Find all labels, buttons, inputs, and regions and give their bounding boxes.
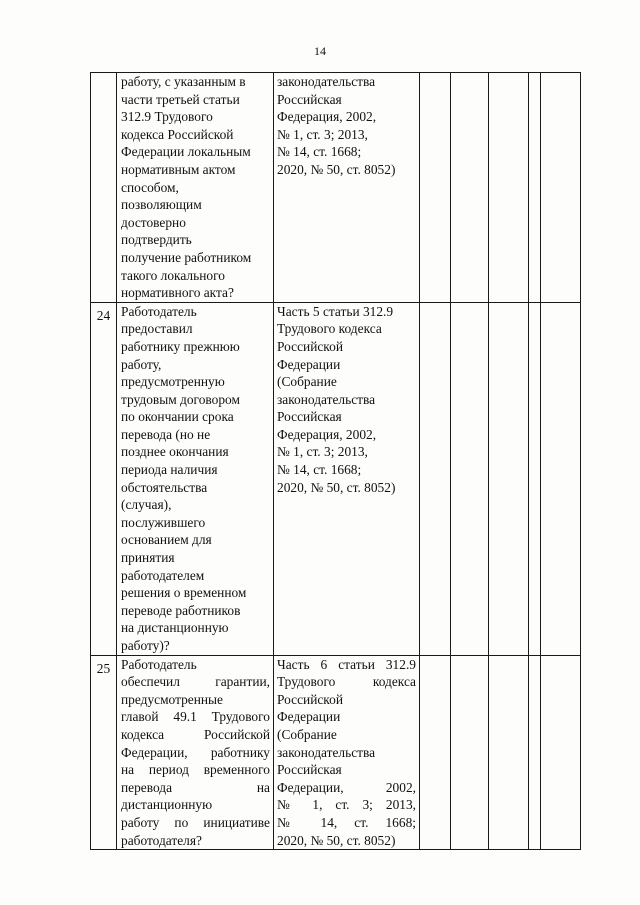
question-line: работу по инициативе bbox=[121, 814, 270, 830]
question-line: периода наличия bbox=[121, 462, 218, 478]
question-line: работнику прежнюю bbox=[121, 338, 240, 354]
source-line: Федерации bbox=[277, 709, 341, 725]
source-line: Трудового кодекса bbox=[277, 674, 416, 690]
note-cell bbox=[541, 655, 581, 850]
answer-no-cell bbox=[451, 73, 489, 303]
question-line: переводе работников bbox=[121, 602, 241, 618]
question-line: Федерации, работнику bbox=[121, 744, 270, 760]
question-line: подтвердить bbox=[121, 232, 192, 248]
source-line: № 1, ст. 3; 2013, bbox=[277, 797, 416, 813]
source-line: Российская bbox=[277, 91, 342, 107]
question-line: кодекса Российской bbox=[121, 726, 270, 742]
question-line: решения о временном bbox=[121, 585, 247, 601]
source-line: (Собрание bbox=[277, 374, 337, 390]
question-line: работу)? bbox=[121, 638, 170, 653]
question-line: позволяющим bbox=[121, 197, 202, 213]
question-line: способом, bbox=[121, 179, 179, 195]
question-line: нормативным актом bbox=[121, 161, 236, 177]
legal-source-cell bbox=[274, 655, 420, 850]
table-row bbox=[91, 302, 581, 655]
question-line: послужившего bbox=[121, 514, 206, 530]
question-line: такого локального bbox=[121, 267, 225, 283]
question-line: Работодатель bbox=[121, 303, 197, 319]
source-line: законодательства bbox=[277, 74, 376, 89]
question-line: главой 49.1 Трудового bbox=[121, 709, 270, 725]
question-line: обстоятельства bbox=[121, 479, 208, 495]
source-line: Российская bbox=[277, 409, 342, 425]
source-line: законодательства bbox=[277, 391, 376, 407]
page-number: 14 bbox=[314, 44, 326, 58]
question-line: предоставил bbox=[121, 321, 193, 337]
source-line: № 14, ст. 1668; bbox=[277, 814, 416, 830]
question-line: части третьей статьи bbox=[121, 91, 240, 107]
row-number: 25 bbox=[91, 655, 117, 850]
source-line: Федерация, 2002, bbox=[277, 426, 377, 442]
question-line: достоверно bbox=[121, 214, 186, 230]
question-line: Федерации локальным bbox=[121, 144, 251, 160]
answer-no-cell bbox=[451, 655, 489, 850]
table-row bbox=[91, 655, 581, 850]
question-line: предусмотренные bbox=[121, 691, 223, 707]
source-line: Федерация, 2002, bbox=[277, 109, 377, 125]
source-line: Часть 5 статьи 312.9 bbox=[277, 303, 394, 319]
note-cell bbox=[541, 73, 581, 303]
answer-na-cell bbox=[489, 73, 529, 303]
spacer-cell bbox=[529, 302, 541, 655]
table-row bbox=[91, 73, 581, 303]
question-line: обеспечил гарантии, bbox=[121, 674, 270, 690]
question-line: основанием для bbox=[121, 532, 212, 548]
question-cell bbox=[117, 73, 274, 303]
question-line: кодекса Российской bbox=[121, 126, 234, 142]
question-line: 312.9 Трудового bbox=[121, 109, 213, 125]
question-line: работу, с указанным в bbox=[121, 74, 246, 89]
legal-source-cell bbox=[274, 302, 420, 655]
question-line: принятия bbox=[121, 550, 175, 566]
source-line: № 1, ст. 3; 2013, bbox=[277, 444, 368, 460]
question-line: работу, bbox=[121, 356, 162, 372]
question-line: (случая), bbox=[121, 497, 172, 513]
source-line: 2020, № 50, ст. 8052) bbox=[277, 479, 396, 495]
note-cell bbox=[541, 302, 581, 655]
source-line: 2020, № 50, ст. 8052) bbox=[277, 161, 396, 177]
answer-yes-cell bbox=[420, 302, 451, 655]
question-line: предусмотренную bbox=[121, 374, 225, 390]
legal-source-cell bbox=[274, 73, 420, 303]
row-number: 24 bbox=[91, 302, 117, 655]
question-cell bbox=[117, 302, 274, 655]
source-line: 2020, № 50, ст. 8052) bbox=[277, 832, 396, 848]
source-line: Российской bbox=[277, 338, 343, 354]
source-line: Трудового кодекса bbox=[277, 321, 382, 337]
checklist-table bbox=[90, 72, 581, 850]
question-line: на период временного bbox=[121, 762, 270, 778]
source-line: № 14, ст. 1668; bbox=[277, 144, 362, 160]
source-line: (Собрание bbox=[277, 726, 337, 742]
question-line: нормативного акта? bbox=[121, 285, 234, 301]
answer-na-cell bbox=[489, 302, 529, 655]
question-line: на дистанционную bbox=[121, 620, 229, 636]
source-line: № 14, ст. 1668; bbox=[277, 462, 362, 478]
question-line: работодателем bbox=[121, 567, 205, 583]
source-line: Российская bbox=[277, 762, 342, 778]
question-line: работодателя? bbox=[121, 832, 202, 848]
question-cell bbox=[117, 655, 274, 850]
source-line: № 1, ст. 3; 2013, bbox=[277, 126, 368, 142]
question-line: перевода на bbox=[121, 779, 270, 795]
answer-yes-cell bbox=[420, 655, 451, 850]
answer-yes-cell bbox=[420, 73, 451, 303]
row-number bbox=[91, 73, 117, 303]
answer-no-cell bbox=[451, 302, 489, 655]
spacer-cell bbox=[529, 655, 541, 850]
source-line: Часть 6 статьи 312.9 bbox=[277, 656, 416, 672]
answer-na-cell bbox=[489, 655, 529, 850]
question-line: получение работником bbox=[121, 249, 252, 265]
source-line: Федерации bbox=[277, 356, 341, 372]
table-body bbox=[91, 73, 581, 850]
question-line: дистанционную bbox=[121, 797, 213, 813]
question-line: по окончании срока bbox=[121, 409, 234, 425]
question-line: перевода (но не bbox=[121, 426, 211, 442]
question-line: трудовым договором bbox=[121, 391, 240, 407]
question-line: Работодатель bbox=[121, 656, 197, 672]
source-line: Федерации, 2002, bbox=[277, 779, 416, 795]
spacer-cell bbox=[529, 73, 541, 303]
question-line: позднее окончания bbox=[121, 444, 229, 460]
source-line: законодательства bbox=[277, 744, 376, 760]
source-line: Российской bbox=[277, 691, 343, 707]
